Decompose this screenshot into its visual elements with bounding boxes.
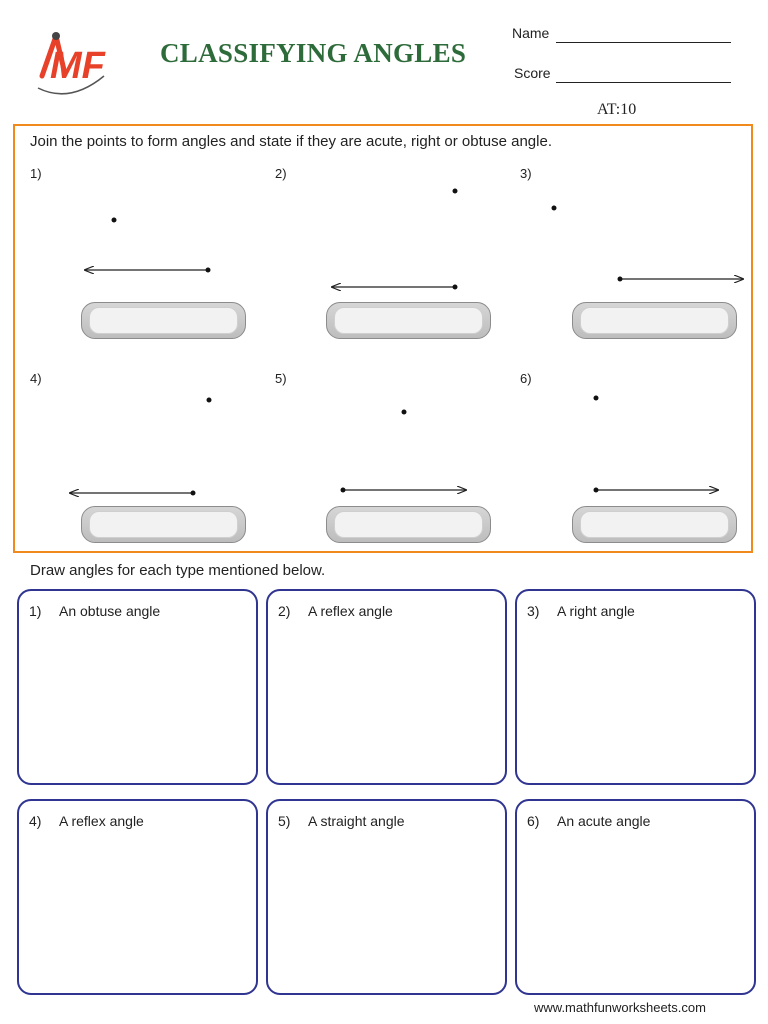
question-number: 2)	[275, 166, 287, 181]
join-points-instruction: Join the points to form angles and state if they are acute, right or obtuse angle.	[30, 133, 552, 150]
card-label: A right angle	[557, 603, 635, 619]
logo-text: MF	[50, 45, 105, 87]
card-label: A reflex angle	[59, 813, 144, 829]
card-label: A reflex angle	[308, 603, 393, 619]
card-label: A straight angle	[308, 813, 405, 829]
draw-angle-card[interactable]	[266, 589, 507, 785]
card-number: 4)	[29, 813, 42, 829]
point	[594, 396, 599, 401]
name-label: Name	[512, 25, 550, 41]
answer-box[interactable]	[326, 506, 491, 543]
draw-angles-instruction: Draw angles for each type mentioned below.	[30, 562, 326, 579]
card-label: An acute angle	[557, 813, 651, 829]
question-number: 3)	[520, 166, 532, 181]
question-number: 4)	[30, 371, 42, 386]
card-number: 3)	[527, 603, 540, 619]
score-label: Score	[514, 65, 551, 81]
point	[207, 398, 212, 403]
card-number: 6)	[527, 813, 540, 829]
vertex-point	[341, 488, 346, 493]
website-link[interactable]: www.mathfunworksheets.com	[534, 1000, 706, 1015]
draw-angle-card[interactable]	[266, 799, 507, 995]
vertex-point	[618, 277, 623, 282]
point	[402, 410, 407, 415]
question-number: 5)	[275, 371, 287, 386]
answer-box[interactable]	[81, 302, 246, 339]
vertex-point	[594, 488, 599, 493]
point	[112, 218, 117, 223]
draw-angle-card[interactable]	[515, 799, 756, 995]
draw-angle-card[interactable]	[17, 799, 258, 995]
vertex-point	[191, 491, 196, 496]
card-number: 1)	[29, 603, 42, 619]
vertex-point	[206, 268, 211, 273]
draw-angle-card[interactable]	[515, 589, 756, 785]
answer-box[interactable]	[81, 506, 246, 543]
point	[453, 189, 458, 194]
answer-box[interactable]	[326, 302, 491, 339]
card-label: An obtuse angle	[59, 603, 161, 619]
vertex-point	[453, 285, 458, 290]
worksheet-code: AT:10	[597, 101, 637, 118]
question-number: 6)	[520, 371, 532, 386]
question-number: 1)	[30, 166, 42, 181]
point	[552, 206, 557, 211]
card-number: 5)	[278, 813, 291, 829]
draw-angle-card[interactable]	[17, 589, 258, 785]
card-number: 2)	[278, 603, 291, 619]
answer-box[interactable]	[572, 302, 737, 339]
page-title: CLASSIFYING ANGLES	[160, 38, 467, 68]
answer-box[interactable]	[572, 506, 737, 543]
